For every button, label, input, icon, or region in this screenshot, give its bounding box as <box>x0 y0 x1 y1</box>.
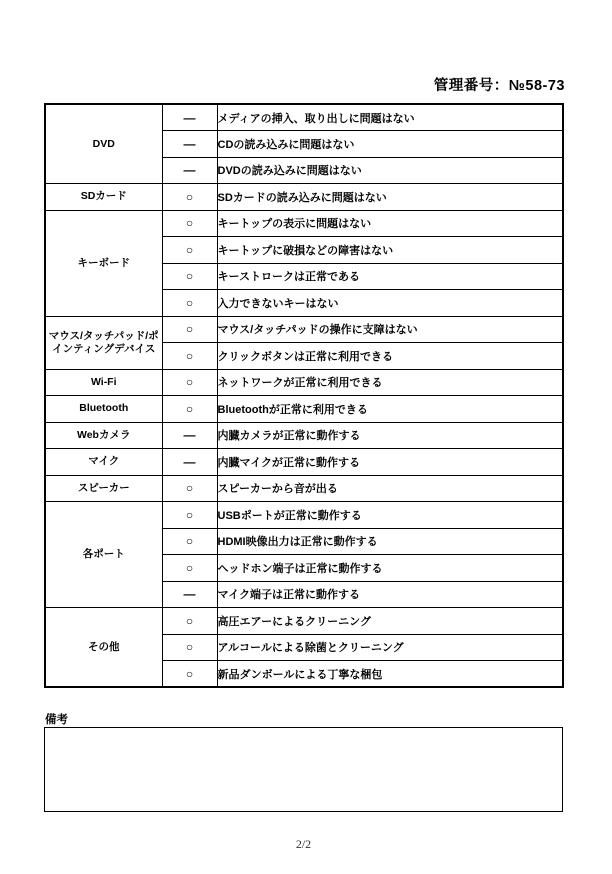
description-cell: DVDの読み込みに問題はない <box>217 157 563 184</box>
category-cell: SDカード <box>45 184 162 211</box>
status-mark-cell: ○ <box>162 290 217 317</box>
category-cell: マウス/タッチパッド/ポインティングデバイス <box>45 316 162 369</box>
inspection-checklist-table <box>44 103 564 688</box>
table-row <box>45 422 563 449</box>
description-cell: 高圧エアーによるクリーニング <box>217 608 563 635</box>
status-mark-cell: — <box>162 104 217 131</box>
description-cell: Bluetoothが正常に利用できる <box>217 396 563 423</box>
description-cell: 入力できないキーはない <box>217 290 563 317</box>
description-cell: ヘッドホン端子は正常に動作する <box>217 555 563 582</box>
status-mark-cell: ○ <box>162 502 217 529</box>
category-cell: DVD <box>45 104 162 184</box>
remarks-label: 備考 <box>45 714 68 726</box>
category-cell: マイク <box>45 449 162 476</box>
status-mark-cell: ○ <box>162 316 217 343</box>
table-row <box>45 608 563 635</box>
description-cell: CDの読み込みに問題はない <box>217 131 563 158</box>
status-mark-cell: ○ <box>162 555 217 582</box>
table-row <box>45 369 563 396</box>
description-cell: キートップに破損などの障害はない <box>217 237 563 264</box>
category-cell: Wi-Fi <box>45 369 162 396</box>
status-mark-cell: — <box>162 581 217 608</box>
description-cell: 内臓カメラが正常に動作する <box>217 422 563 449</box>
status-mark-cell: ○ <box>162 608 217 635</box>
description-cell: SDカードの読み込みに問題はない <box>217 184 563 211</box>
table-row <box>45 396 563 423</box>
description-cell: メディアの挿入、取り出しに問題はない <box>217 104 563 131</box>
status-mark-cell: — <box>162 449 217 476</box>
description-cell: スピーカーから音が出る <box>217 475 563 502</box>
status-mark-cell: ○ <box>162 475 217 502</box>
description-cell: キーストロークは正常である <box>217 263 563 290</box>
status-mark-cell: ○ <box>162 184 217 211</box>
status-mark-cell: ○ <box>162 634 217 661</box>
table-row <box>45 475 563 502</box>
description-cell: キートップの表示に問題はない <box>217 210 563 237</box>
description-cell: 新品ダンボールによる丁寧な梱包 <box>217 661 563 688</box>
remarks-box <box>44 727 563 812</box>
status-mark-cell: ○ <box>162 396 217 423</box>
status-mark-cell: ○ <box>162 343 217 370</box>
description-cell: 内臓マイクが正常に動作する <box>217 449 563 476</box>
category-cell: スピーカー <box>45 475 162 502</box>
description-cell: クリックボタンは正常に利用できる <box>217 343 563 370</box>
category-cell: キーボード <box>45 210 162 316</box>
table-row <box>45 210 563 237</box>
status-mark-cell: ○ <box>162 369 217 396</box>
table-row <box>45 104 563 131</box>
category-cell: 各ポート <box>45 502 162 608</box>
status-mark-cell: ○ <box>162 263 217 290</box>
status-mark-cell: ○ <box>162 210 217 237</box>
status-mark-cell: ○ <box>162 661 217 688</box>
status-mark-cell: — <box>162 131 217 158</box>
table-row <box>45 502 563 529</box>
description-cell: マイク端子は正常に動作する <box>217 581 563 608</box>
page-number: 2/2 <box>295 837 312 851</box>
category-cell: その他 <box>45 608 162 688</box>
status-mark-cell: — <box>162 422 217 449</box>
table-row <box>45 184 563 211</box>
category-cell: Bluetooth <box>45 396 162 423</box>
category-cell: Webカメラ <box>45 422 162 449</box>
status-mark-cell: ○ <box>162 528 217 555</box>
status-mark-cell: — <box>162 157 217 184</box>
description-cell: ネットワークが正常に利用できる <box>217 369 563 396</box>
status-mark-cell: ○ <box>162 237 217 264</box>
management-number: 管理番号：№58-73 <box>433 78 565 94</box>
table-row <box>45 316 563 343</box>
description-cell: マウス/タッチパッドの操作に支障はない <box>217 316 563 343</box>
table-row <box>45 449 563 476</box>
description-cell: USBポートが正常に動作する <box>217 502 563 529</box>
description-cell: アルコールによる除菌とクリーニング <box>217 634 563 661</box>
description-cell: HDMI映像出力は正常に動作する <box>217 528 563 555</box>
